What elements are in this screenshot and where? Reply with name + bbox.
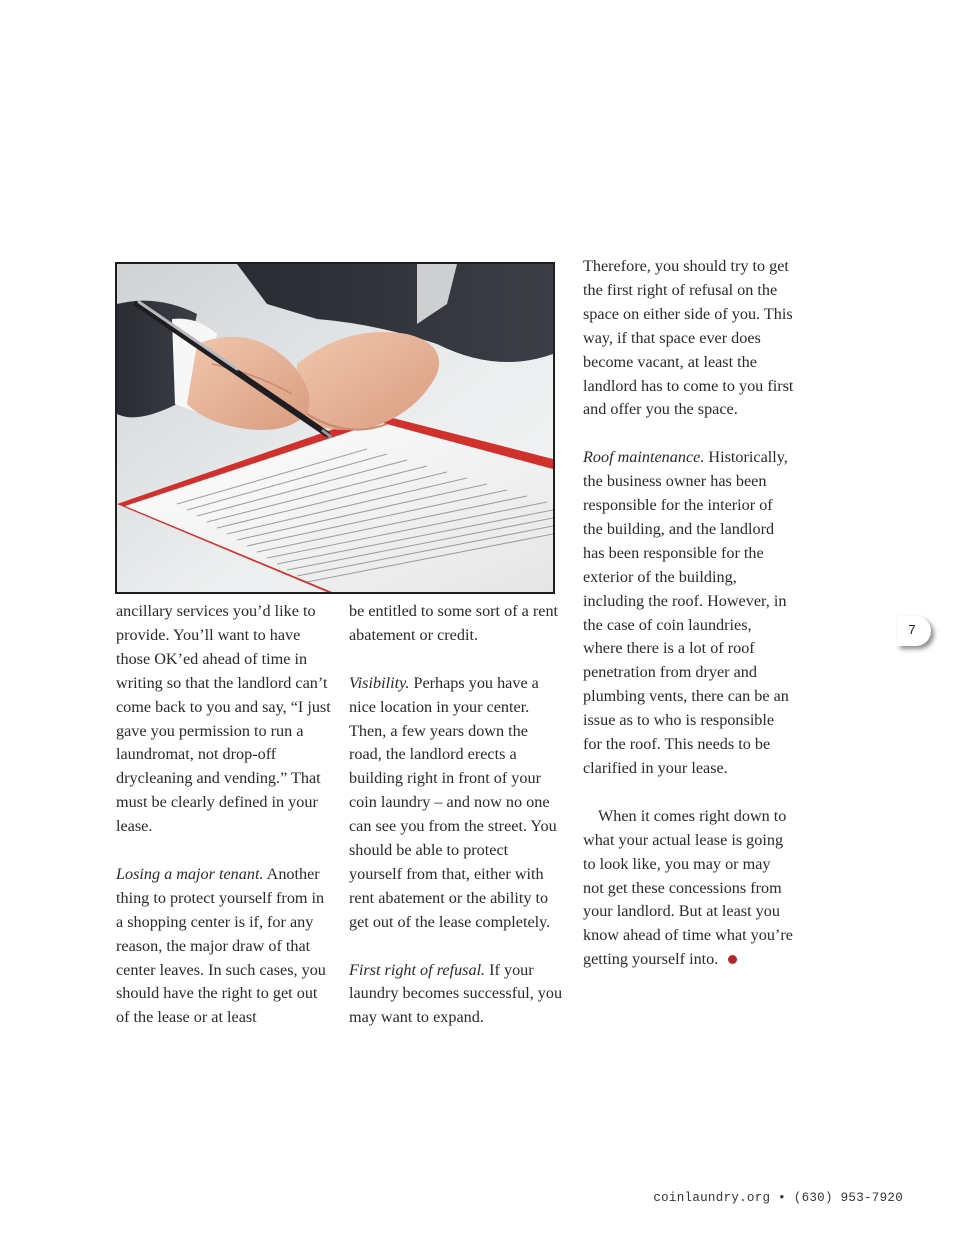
page-number: 7 — [908, 622, 916, 637]
body-first-right-of-refusal: If your laundry becomes successful, you may want to expand. — [349, 960, 563, 1027]
paragraph-first-right-of-refusal — [349, 959, 564, 1031]
article-column-2 — [349, 600, 564, 1030]
subhead-first-right-of-refusal: First right of refusal. — [349, 960, 486, 979]
body-conclusion: When it comes right down to what your actual lease is going to look like, you may or may not get these concessions from your landlord. But at least you know ahead of time what you’re getting yourself into. — [583, 806, 793, 969]
article-column-3 — [583, 255, 795, 972]
footer-phone: (630) 953-7920 — [793, 1191, 903, 1205]
paragraph-losing-major-tenant — [116, 863, 331, 1030]
footer-website: coinlaundry.org — [653, 1191, 771, 1205]
body-visibility: Perhaps you have a nice location in your center. Then, a few years down the road, the landlord erects a building right in front of your coin laundry – and now no one can see you from the street. You should be able to protect yourself from that, either with rent abatement or the ability to get out of the lease completely. — [349, 673, 557, 931]
end-of-article-dot-icon — [728, 955, 737, 964]
paragraph-conclusion — [583, 805, 795, 972]
paragraph-visibility — [349, 672, 564, 935]
lease-signing-photo — [115, 262, 555, 594]
subhead-visibility: Visibility. — [349, 673, 410, 692]
body-roof-maintenance: Historically, the business owner has been responsible for the interior of the building, and the landlord has been responsible for the exterior of the building, including the roof. However, in the case of coin laundries, where there is a lot of roof penetration from dryer and plumbing vents, there can be an issue as to who is responsible for the roof. This needs to be clarified in your lease. — [583, 448, 789, 778]
article-column-1 — [116, 600, 331, 1030]
paragraph-therefore: Therefore, you should try to get the first right of refusal on the space on either side of you. This way, if that space ever does become vacant, at least the landlord has to come to you first and offer you the space. — [583, 257, 794, 419]
paragraph-roof-maintenance — [583, 446, 795, 781]
paragraph-rent-abatement: be entitled to some sort of a rent abatement or credit. — [349, 602, 559, 644]
lease-signing-illustration — [117, 264, 553, 592]
page-footer — [653, 1191, 903, 1205]
paragraph-ancillary-services: ancillary services you’d like to provide. You’ll want to have those OK’ed ahead of time in writing so that the landlord can’t come back to you and say, “I just gave you permission to run a laundromat, not drop-off drycleaning and vending.” That must be clearly defined in your lease. — [116, 602, 331, 836]
subhead-roof-maintenance: Roof maintenance. — [583, 448, 705, 467]
footer-separator: • — [778, 1191, 786, 1205]
subhead-losing-major-tenant: Losing a major tenant. — [116, 864, 264, 883]
body-losing-major-tenant: Another thing to protect yourself from in a shopping center is if, for any reason, the major draw of that center leaves. In such cases, you should have the right to get out of the lease or at least — [116, 864, 326, 1027]
